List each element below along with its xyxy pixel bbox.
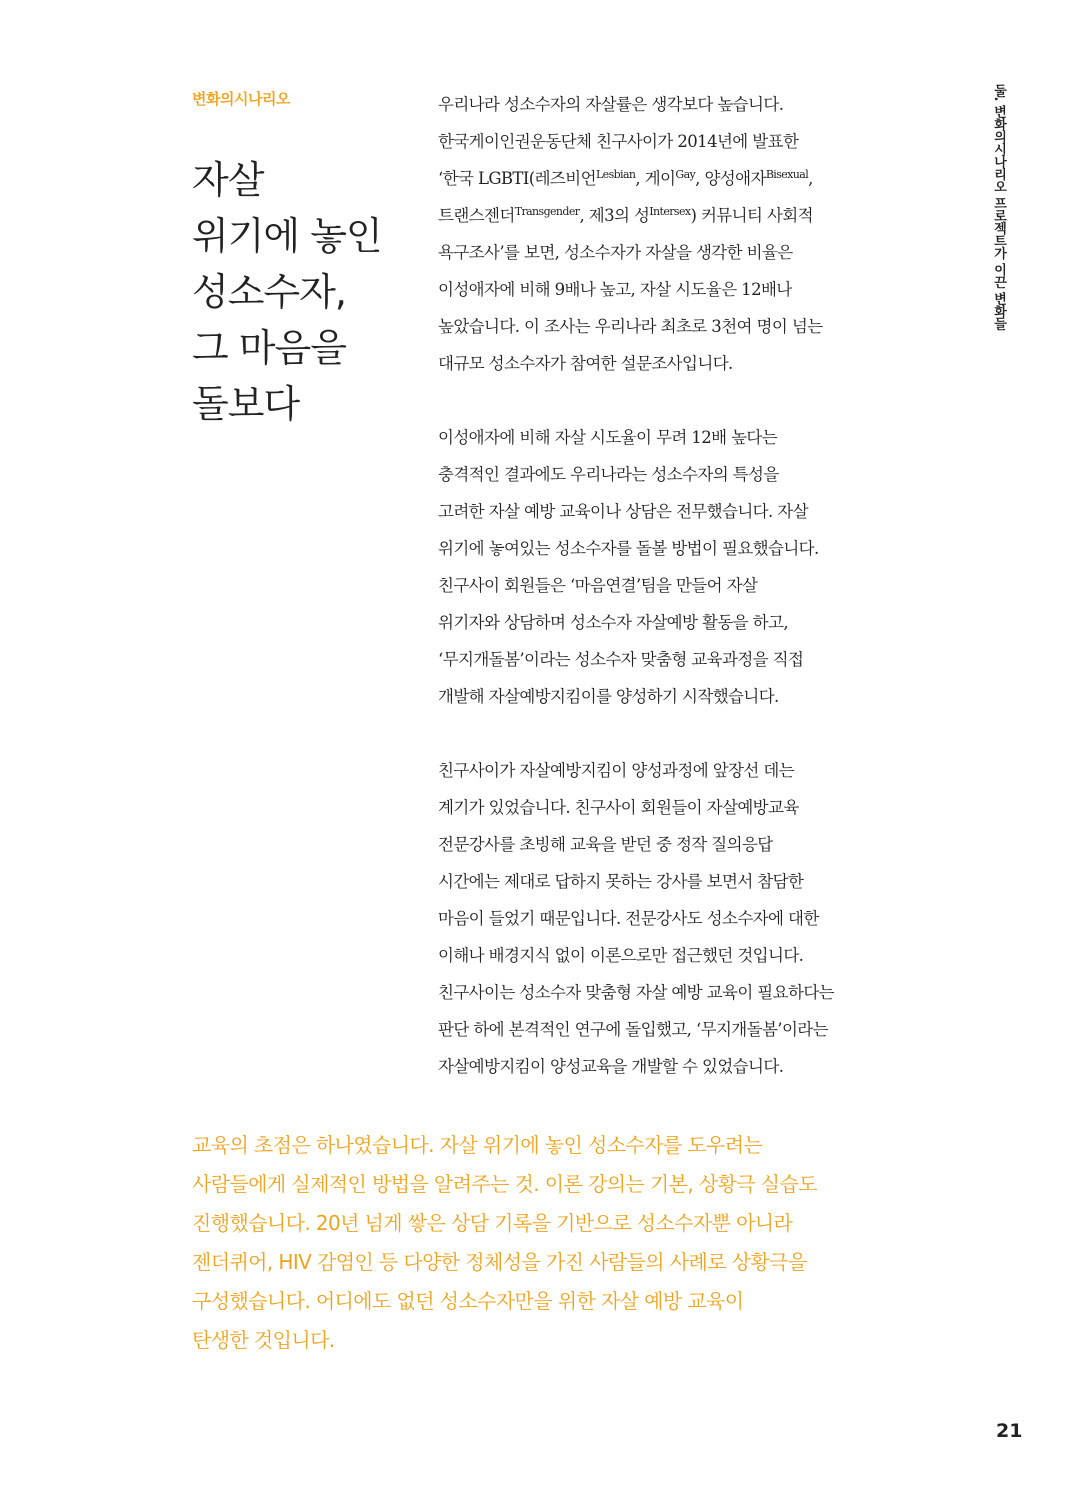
page-number: 21 [996,1420,1023,1442]
text-line: 높았습니다. 이 조사는 우리나라 최초로 3천여 명이 넘는 [438,317,823,336]
superscript: Lesbian [595,168,636,181]
text-line: 위기에 놓여있는 성소수자를 돌볼 방법이 필요했습니다. [438,539,819,558]
paragraph-1 [438,86,928,382]
text-line: 우리나라 성소수자의 자살률은 생각보다 높습니다. [438,95,784,114]
text-line: 전문강사를 초빙해 교육을 받던 중 정작 질의응답 [438,835,773,854]
running-header-vertical: 둘. 변화의시나리오 프로젝트가 이끈 변화들 [991,84,1006,330]
highlight-paragraph [192,1126,912,1360]
text-line: 자살예방지킴이 양성교육을 개발할 수 있었습니다. [438,1057,784,1076]
text-line: 이성애자에 비해 9배나 높고, 자살 시도율은 12배나 [438,280,792,299]
text-line: 시간에는 제대로 답하지 못하는 강사를 보면서 참담한 [438,872,804,891]
text-line: ‘무지개돌봄’이라는 성소수자 맞춤형 교육과정을 직접 [438,650,804,669]
title-line: 자살 [192,158,264,202]
text-line: ‘한국 LGBTI(레즈비언$^{Lesbian}$, 게이$^{Gay}$, 양성애자$^{Bisexual}$, [438,168,813,188]
body-text-column [438,86,928,1122]
highlight-line: 교육의 초점은 하나였습니다. 자살 위기에 놓인 성소수자를 도우려는 [192,1133,763,1157]
text-line: 개발해 자살예방지킴이를 양성하기 시작했습니다. [438,687,779,706]
text-line: 계기가 있었습니다. 친구사이 회원들이 자살예방교육 [438,798,799,817]
text-line: 위기자와 상담하며 성소수자 자살예방 활동을 하고, [438,613,788,632]
highlight-line: 젠더퀴어, HIV 감염인 등 다양한 정체성을 가진 사람들의 사례로 상황극을 [192,1250,807,1274]
text-line: 욕구조사’를 보면, 성소수자가 자살을 생각한 비율은 [438,243,793,262]
highlight-line: 구성했습니다. 어디에도 없던 성소수자만을 위한 자살 예방 교육이 [192,1289,744,1313]
title-line: 그 마음을 [192,326,346,370]
text-line: 대규모 성소수자가 참여한 설문조사입니다. [438,354,733,373]
superscript: Bisexual [765,168,809,181]
text-line: 한국게이인권운동단체 친구사이가 2014년에 발표한 [438,132,799,151]
text-line: 이해나 배경지식 없이 이론으로만 접근했던 것입니다. [438,946,804,965]
text-line: 트랜스젠더$^{Transgender}$, 제3의 성$^{Intersex}$) 커뮤니티 사회적 [438,205,813,225]
text-line: 고려한 자살 예방 교육이나 상담은 전무했습니다. 자살 [438,502,808,521]
text-line: 충격적인 결과에도 우리나라는 성소수자의 특성을 [438,465,779,484]
text-line: 이성애자에 비해 자살 시도율이 무려 12배 높다는 [438,428,778,447]
superscript: Gay [675,168,696,181]
text-line: 친구사이는 성소수자 맞춤형 자살 예방 교육이 필요하다는 [438,983,835,1002]
title-line: 위기에 놓인 [192,214,382,258]
text-line: 친구사이가 자살예방지킴이 양성과정에 앞장선 데는 [438,761,795,780]
text-line: 친구사이 회원들은 ‘마음연결’팀을 만들어 자살 [438,576,758,595]
highlight-line: 사람들에게 실제적인 방법을 알려주는 것. 이론 강의는 기본, 상황극 실습도 [192,1172,817,1196]
text-line: 마음이 들었기 때문입니다. 전문강사도 성소수자에 대한 [438,909,819,928]
superscript: Transgender [514,205,580,218]
superscript: Intersex [649,205,691,218]
text-line: 판단 하에 본격적인 연구에 돌입했고, ‘무지개돌봄’이라는 [438,1020,828,1039]
section-kicker: 변화의시나리오 [192,90,290,108]
title-line: 돌보다 [192,382,300,426]
title-line: 성소수자, [192,270,346,314]
article-title [192,152,407,432]
paragraph-3 [438,752,928,1085]
highlight-line: 진행했습니다. 20년 넘게 쌓은 상담 기록을 기반으로 성소수자뿐 아니라 [192,1211,793,1235]
highlight-line: 탄생한 것입니다. [192,1328,335,1352]
paragraph-2 [438,419,928,715]
